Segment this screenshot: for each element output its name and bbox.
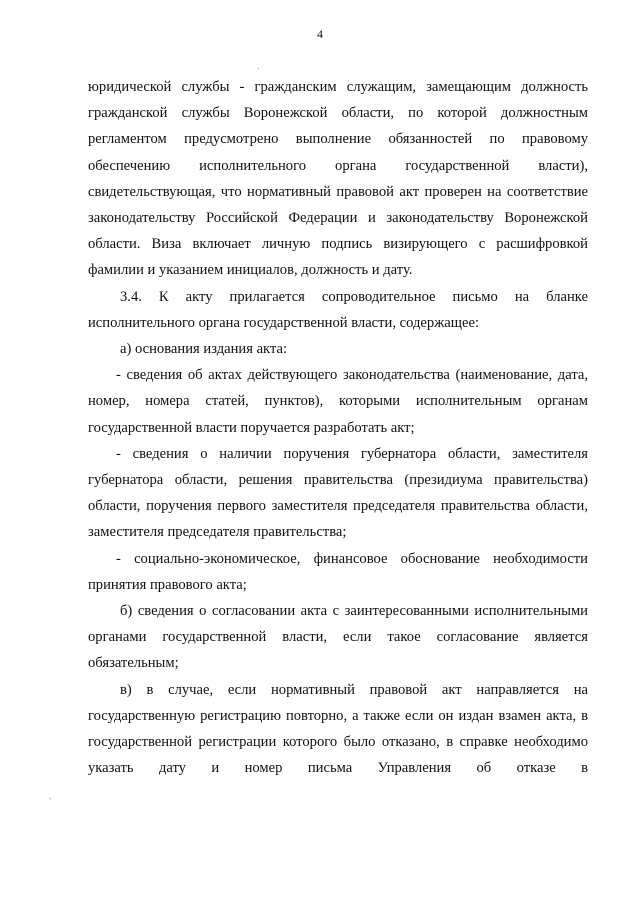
- scan-speck: [50, 798, 51, 799]
- paragraph-legal-service-visa: юридической службы - гражданским служащим, замещающим должность гражданской службы Воронежской области, по которой должностным регламентом предусмотрено выполнение обязанностей по правовому обеспечению исполнительного органа государственной власти), свидетельствующая, что нормативный правовой акт проверен на соответствие законодательству Российской Федерации и законодательству Воронежской области. Виза включает личную подпись визирующего с расшифровкой фамилии и указанием инициалов, должность и дату.: [88, 79, 588, 279]
- bullet-economic-justification: - социально-экономическое, финансовое обоснование необходимости принятия правового акта;: [88, 550, 588, 593]
- paragraph-item-a: а) основания издания акта:: [120, 341, 288, 358]
- bullet-legislation-info: - сведения об актах действующего законодательства (наименование, дата, номер, номера статей, пунктов), которыми исполнительным органам государственной власти поручается разработать акт;: [88, 367, 588, 436]
- scan-speck: [258, 68, 259, 69]
- page-number: 4: [317, 27, 323, 41]
- paragraph-3-4: 3.4. К акту прилагается сопроводительное письмо на бланке исполнительного органа государственной власти, содержащее:: [88, 288, 588, 331]
- paragraph-item-b: б) сведения о согласовании акта с заинтересованными исполнительными органами государственной власти, если такое согласование является обязательным;: [88, 603, 588, 672]
- paragraph-item-v: в) в случае, если нормативный правовой акт направляется на государственную регистрацию повторно, а также если он издан взамен акта, в государственной регистрации которого было отказано, в справке необходимо указать дату и номер письма Управления об отказе в: [88, 681, 588, 777]
- document-body: [88, 74, 588, 781]
- bullet-instructions-info: - сведения о наличии поручения губернатора области, заместителя губернатора области, решения правительства (президиума правительства) области, поручения первого заместителя председателя правительства области, заместителя председателя правительства;: [88, 445, 588, 541]
